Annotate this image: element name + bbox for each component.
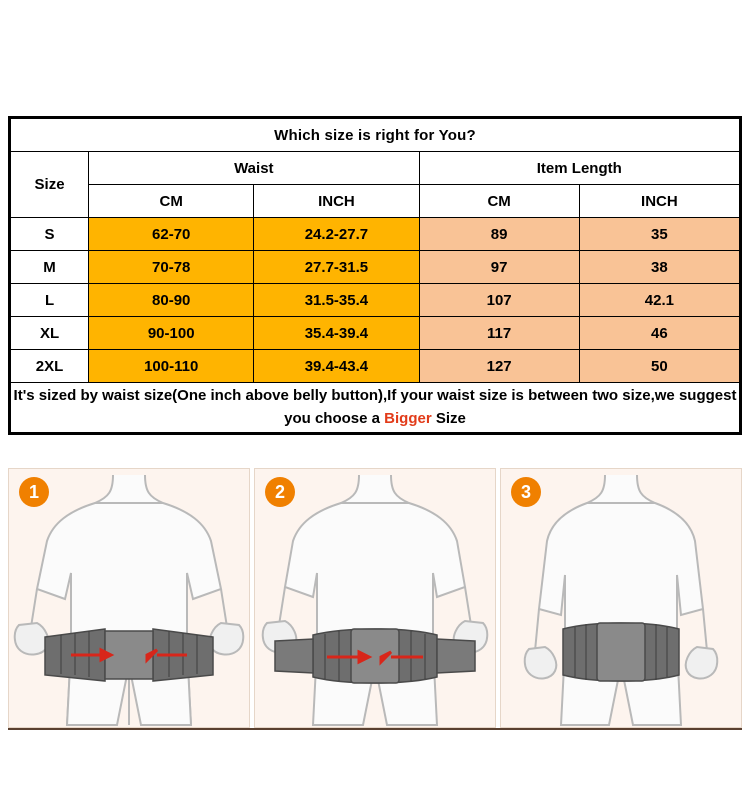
belt-graphic [45, 629, 213, 681]
row-size-label: 2XL [11, 350, 89, 383]
unit-waist-cm: CM [89, 185, 254, 218]
row-waist-inch: 35.4-39.4 [254, 317, 419, 350]
row-length-cm: 117 [419, 317, 579, 350]
step-1-illustration [9, 469, 249, 727]
unit-length-cm: CM [419, 185, 579, 218]
row-size-label: S [11, 218, 89, 251]
row-length-cm: 107 [419, 284, 579, 317]
row-waist-inch: 31.5-35.4 [254, 284, 419, 317]
row-waist-cm: 62-70 [89, 218, 254, 251]
row-length-cm: 97 [419, 251, 579, 284]
step-panel-3 [500, 468, 742, 728]
step-2-illustration [255, 469, 495, 727]
header-waist: Waist [89, 152, 419, 185]
sizing-note-highlight: Bigger [384, 409, 432, 427]
row-length-inch: 35 [579, 218, 739, 251]
table-row [11, 218, 740, 251]
table-title-row [11, 119, 740, 152]
step-badge-2: 2 [265, 477, 295, 507]
table-row [11, 251, 740, 284]
step-panel-1 [8, 468, 250, 728]
row-size-label: XL [11, 317, 89, 350]
row-size-label: L [11, 284, 89, 317]
step-badge-1: 1 [19, 477, 49, 507]
sizing-note-part2: Size [431, 409, 466, 427]
sizing-note-part1: It's sized by waist size(One inch above belly button),If your waist size is between two size,we suggest you choose a [13, 387, 737, 427]
unit-length-inch: INCH [579, 185, 739, 218]
bottom-divider [8, 728, 742, 730]
sizing-note [11, 383, 740, 433]
row-waist-inch: 27.7-31.5 [254, 251, 419, 284]
row-length-cm: 89 [419, 218, 579, 251]
table-row [11, 350, 740, 383]
table-row [11, 284, 740, 317]
belt-graphic [275, 629, 475, 683]
table-header-row [11, 152, 740, 185]
row-length-inch: 46 [579, 317, 739, 350]
row-length-inch: 38 [579, 251, 739, 284]
row-length-inch: 50 [579, 350, 739, 383]
header-size: Size [11, 152, 89, 218]
step-badge-3: 3 [511, 477, 541, 507]
size-table [10, 118, 740, 433]
row-waist-cm: 90-100 [89, 317, 254, 350]
row-waist-cm: 80-90 [89, 284, 254, 317]
row-waist-cm: 70-78 [89, 251, 254, 284]
table-unit-row [11, 185, 740, 218]
step-panel-2 [254, 468, 496, 728]
row-waist-cm: 100-110 [89, 350, 254, 383]
row-size-label: M [11, 251, 89, 284]
unit-waist-inch: INCH [254, 185, 419, 218]
table-row [11, 317, 740, 350]
size-table-container [8, 116, 742, 435]
table-note-row [11, 383, 740, 433]
step-3-illustration [501, 469, 741, 727]
row-waist-inch: 24.2-27.7 [254, 218, 419, 251]
page-title: Which size is right for You? [11, 119, 740, 152]
instruction-panels [8, 468, 742, 728]
belt-graphic [563, 623, 679, 681]
row-length-inch: 42.1 [579, 284, 739, 317]
row-length-cm: 127 [419, 350, 579, 383]
header-item-length: Item Length [419, 152, 739, 185]
row-waist-inch: 39.4-43.4 [254, 350, 419, 383]
